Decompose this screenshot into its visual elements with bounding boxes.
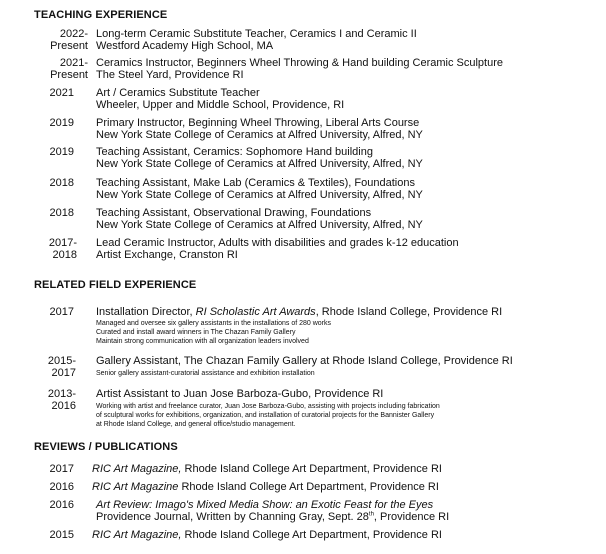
entry-detail: Working with artist and freelance curator, Juan Jose Barboza-Gubo, assisting with projects including fabrication bbox=[96, 403, 440, 410]
entry-date: 2021 bbox=[49, 87, 74, 99]
entry-detail: Managed and oversee six gallery assistants in the installations of 280 works bbox=[96, 320, 332, 327]
entry-detail: Senior gallery assistant-curatorial assistance and exhibition installation bbox=[96, 370, 315, 377]
entry-institution: Wheeler, Upper and Middle School, Providence, RI bbox=[96, 99, 345, 111]
entry-title: Artist Assistant to Juan Jose Barboza-Gubo, Providence RI bbox=[96, 388, 384, 400]
entry-date: 2017 bbox=[49, 306, 74, 318]
entry-title: Art / Ceramics Substitute Teacher bbox=[96, 87, 260, 99]
entry-date: 2018 bbox=[49, 177, 74, 189]
publication-entry: RIC Art Magazine Rhode Island College Art Department, Providence RI bbox=[92, 481, 439, 493]
entry-title: Installation Director, RI Scholastic Art Awards, Rhode Island College, Providence RI bbox=[96, 306, 503, 318]
entry-title: Teaching Assistant, Ceramics: Sophomore Hand building bbox=[96, 146, 373, 158]
entry-date: 2013- bbox=[47, 388, 76, 400]
publication-entry: RIC Art Magazine, Rhode Island College Art Department, Providence RI bbox=[92, 463, 442, 475]
entry-date: Present bbox=[50, 69, 88, 81]
entry-date: 2017 bbox=[49, 463, 74, 475]
entry-detail: at Rhode Island College, and general office/studio management. bbox=[96, 421, 296, 428]
entry-date: 2019 bbox=[49, 117, 74, 129]
publication-source: Providence Journal, Written by Channing Gray, Sept. 28th, Providence RI bbox=[96, 511, 450, 523]
entry-detail: Maintain strong communication with all organization leaders involved bbox=[96, 338, 309, 345]
publication-entry: RIC Art Magazine, Rhode Island College Art Department, Providence RI bbox=[92, 529, 442, 541]
entry-detail: of sculptural works for exhibitions, organization, and installation of curatorial projects for the Bannister Gallery bbox=[96, 412, 435, 419]
entry-title: Primary Instructor, Beginning Wheel Throwing, Liberal Arts Course bbox=[96, 117, 420, 129]
entry-institution: New York State College of Ceramics at Alfred University, Alfred, NY bbox=[96, 189, 423, 201]
section-heading-related: RELATED FIELD EXPERIENCE bbox=[34, 279, 197, 291]
entry-title: Lead Ceramic Instructor, Adults with disabilities and grades k-12 education bbox=[96, 237, 459, 249]
entry-institution: New York State College of Ceramics at Alfred University, Alfred, NY bbox=[96, 158, 423, 170]
entry-date: 2015 bbox=[49, 529, 74, 541]
section-heading-teaching: TEACHING EXPERIENCE bbox=[34, 9, 168, 21]
entry-title: Ceramics Instructor, Beginners Wheel Throwing & Hand building Ceramic Sculpture bbox=[96, 57, 503, 69]
entry-date: 2018 bbox=[49, 207, 74, 219]
publication-title: Art Review: Imago's Mixed Media Show: an Exotic Feast for the Eyes bbox=[96, 499, 434, 511]
entry-date: 2016 bbox=[49, 499, 74, 511]
section-heading-reviews: REVIEWS / PUBLICATIONS bbox=[34, 441, 178, 453]
entry-institution: New York State College of Ceramics at Alfred University, Alfred, NY bbox=[96, 219, 423, 231]
entry-title: Long-term Ceramic Substitute Teacher, Ceramics I and Ceramic II bbox=[96, 28, 417, 40]
entry-detail: Curated and install award winners in The Chazan Family Gallery bbox=[96, 329, 296, 336]
entry-date: 2015- bbox=[47, 355, 76, 367]
entry-institution: The Steel Yard, Providence RI bbox=[96, 69, 244, 81]
entry-date: 2017 bbox=[51, 367, 76, 379]
entry-date: 2019 bbox=[49, 146, 74, 158]
entry-institution: Artist Exchange, Cranston RI bbox=[96, 249, 238, 261]
entry-institution: Westford Academy High School, MA bbox=[96, 40, 274, 52]
entry-date: 2017- bbox=[48, 237, 77, 249]
entry-date: 2018 bbox=[52, 249, 77, 261]
entry-date: 2022- bbox=[59, 28, 88, 40]
entry-title: Teaching Assistant, Make Lab (Ceramics & Textiles), Foundations bbox=[96, 177, 415, 189]
entry-date: 2016 bbox=[49, 481, 74, 493]
entry-title: Gallery Assistant, The Chazan Family Gallery at Rhode Island College, Providence RI bbox=[96, 355, 513, 367]
entry-date: 2016 bbox=[51, 400, 76, 412]
entry-date: 2021- bbox=[59, 57, 88, 69]
entry-date: Present bbox=[50, 40, 88, 52]
entry-institution: New York State College of Ceramics at Alfred University, Alfred, NY bbox=[96, 129, 423, 141]
entry-title: Teaching Assistant, Observational Drawing, Foundations bbox=[96, 207, 372, 219]
